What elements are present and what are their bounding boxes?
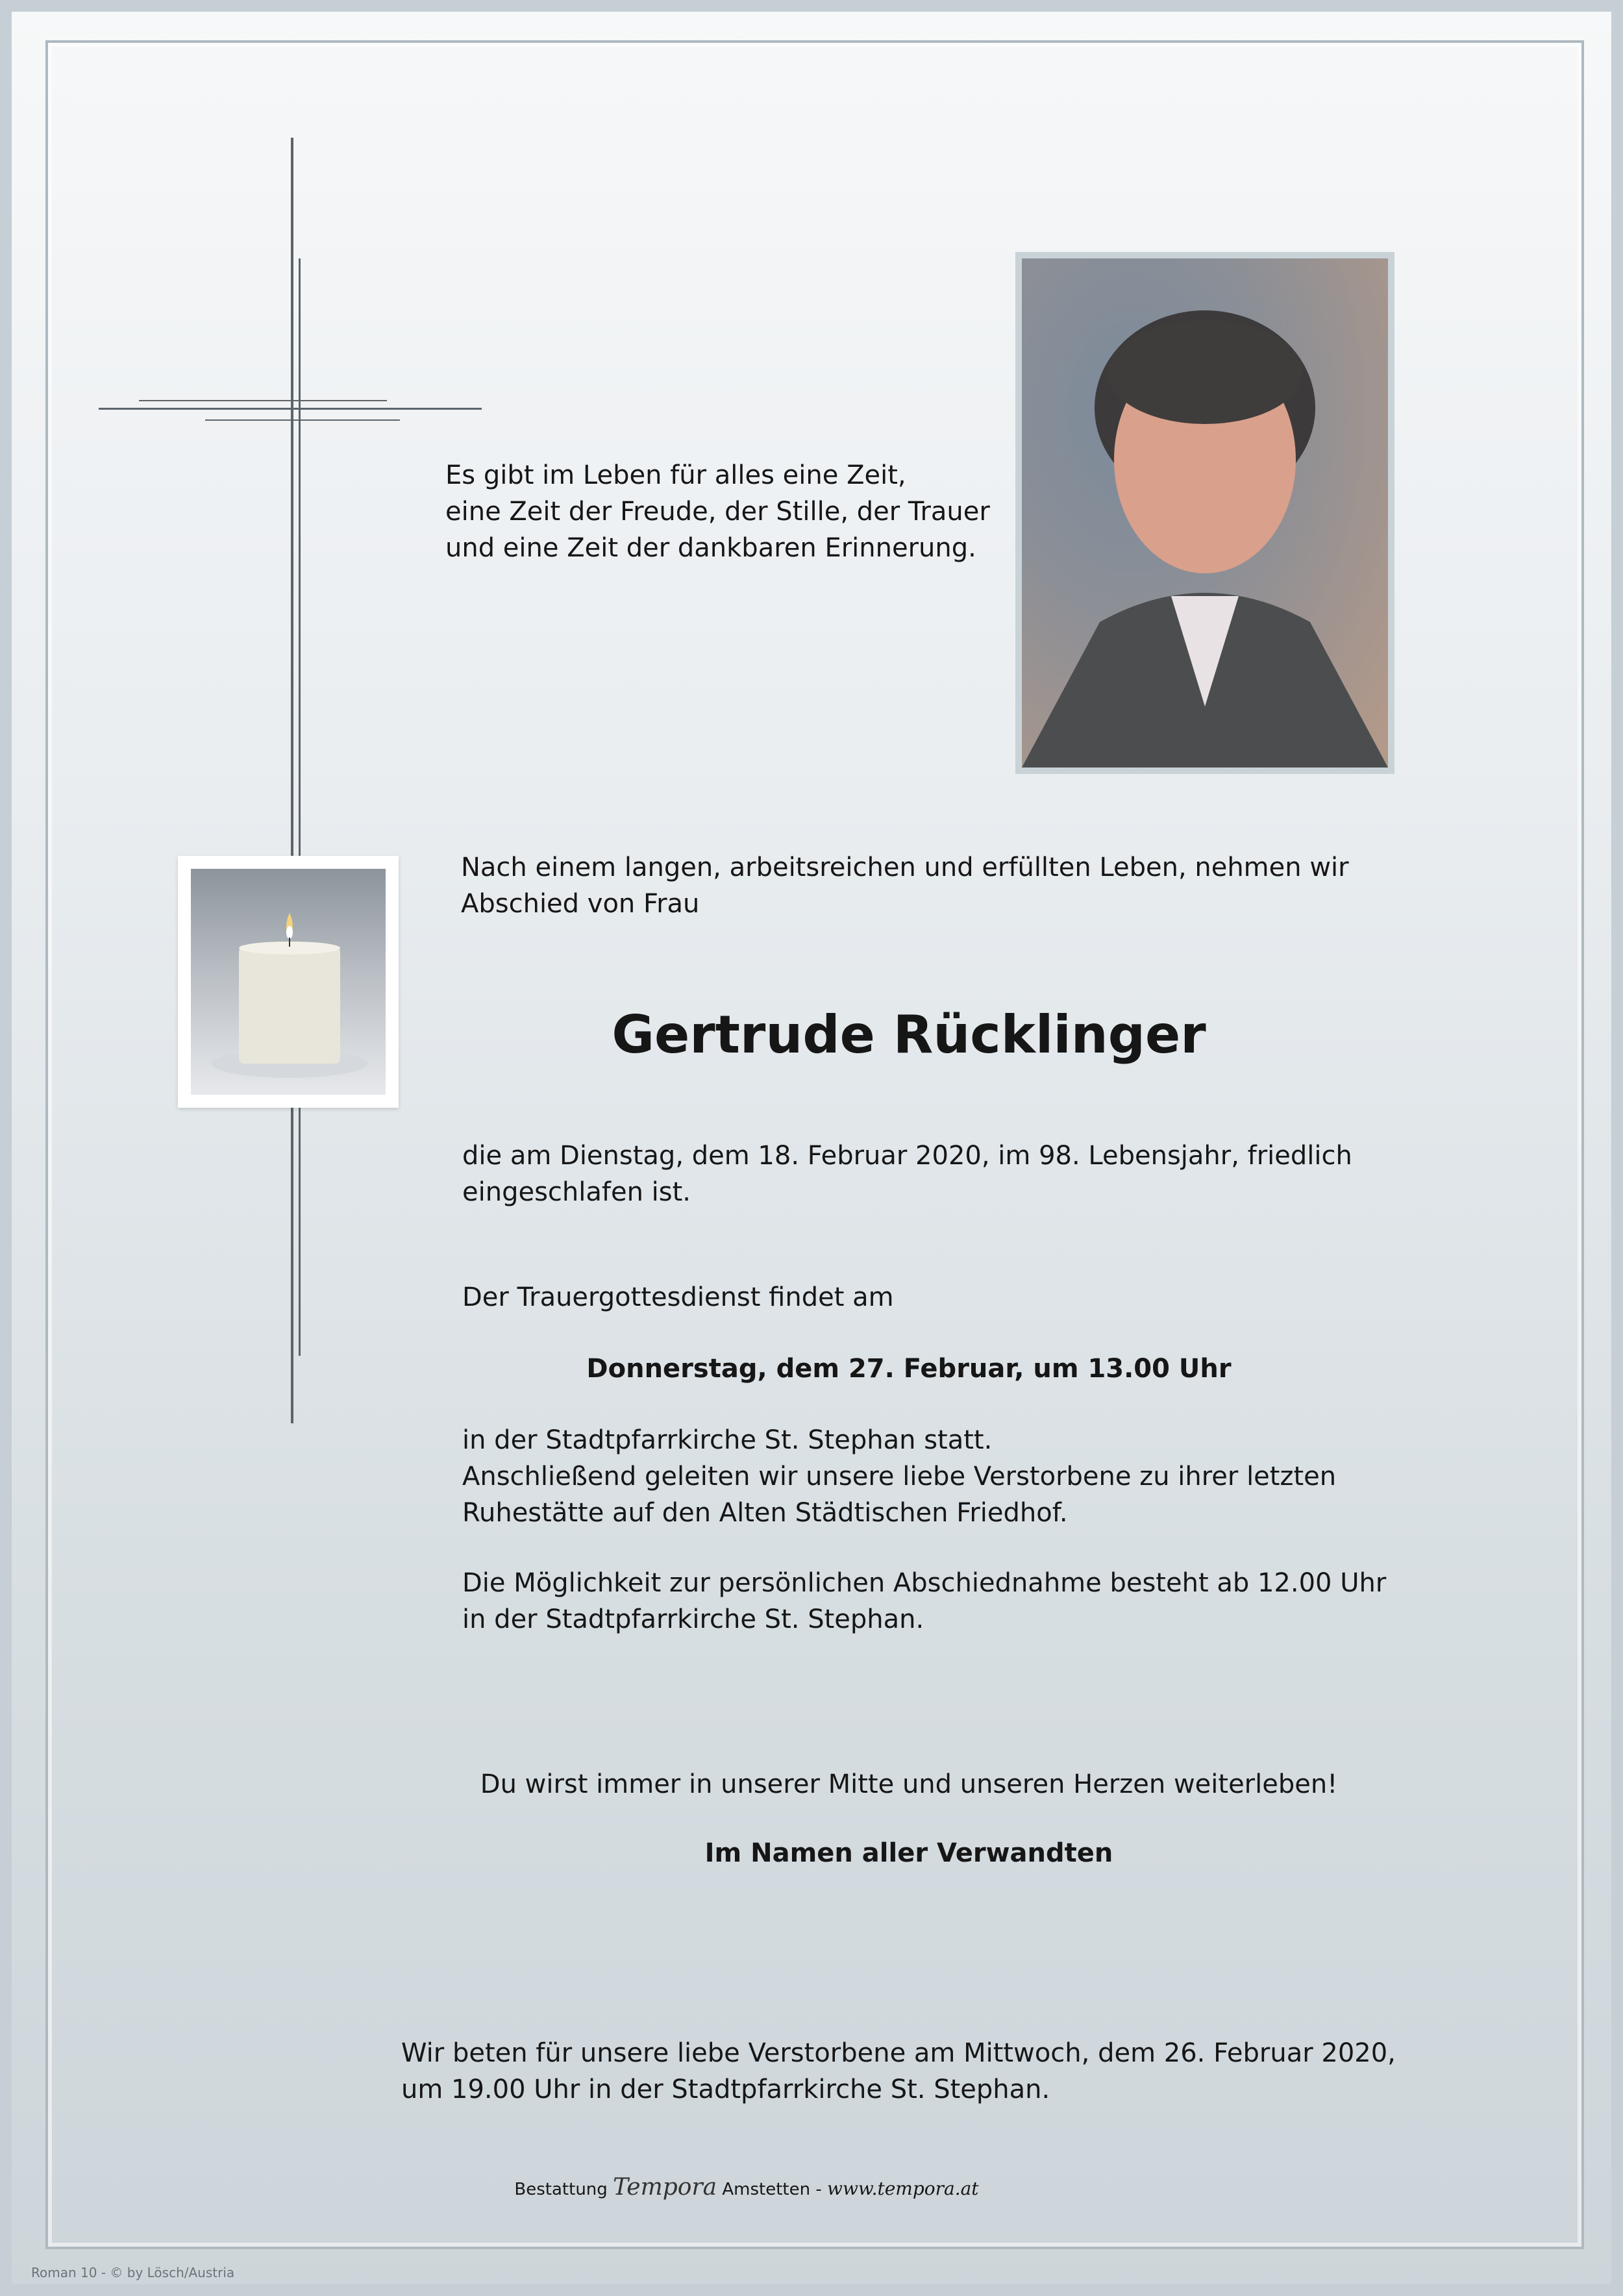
- intro-line: Nach einem langen, arbeitsreichen und erfüllten Leben, nehmen wir: [461, 853, 1349, 882]
- quote-line: und eine Zeit der dankbaren Erinnerung.: [445, 533, 976, 563]
- quote-line: eine Zeit der Freude, der Stille, der Trauer: [445, 497, 990, 527]
- candle-image-card: [178, 856, 399, 1108]
- tempora-logo: Tempora: [613, 2174, 717, 2201]
- funeral-line: in der Stadtpfarrkirche St. Stephan statt.: [462, 1425, 993, 1455]
- funeral-line: Ruhestätte auf den Alten Städtischen Friedhof.: [462, 1498, 1068, 1528]
- copyright-note: Roman 10 - © by Lösch/Austria: [31, 2265, 235, 2280]
- death-notice-line: die am Dienstag, dem 18. Februar 2020, im 98. Lebensjahr, friedlich: [462, 1141, 1352, 1171]
- portrait-frame: [1015, 252, 1394, 774]
- funeral-line: Anschließend geleiten wir unsere liebe Verstorbene zu ihrer letzten: [462, 1462, 1337, 1491]
- footer-location: Amstetten -: [722, 2180, 822, 2199]
- quote-line: Es gibt im Leben für alles eine Zeit,: [445, 460, 906, 490]
- death-notice-line: eingeschlafen ist.: [462, 1177, 691, 1207]
- funeral-datetime: Donnerstag, dem 27. Februar, um 13.00 Uhr: [586, 1354, 1232, 1384]
- portrait-photo: [1022, 258, 1388, 767]
- candle-icon: [191, 869, 386, 1095]
- deceased-name: Gertrude Rücklinger: [612, 1004, 1206, 1065]
- prayer-line: Wir beten für unsere liebe Verstorbene am Mittwoch, dem 26. Februar 2020,: [401, 2038, 1396, 2068]
- funeral-intro: Der Trauergottesdienst findet am: [462, 1282, 894, 1312]
- farewell-line: Die Möglichkeit zur persönlichen Abschiednahme besteht ab 12.00 Uhr: [462, 1568, 1387, 1598]
- funeral-home-footer: [325, 2174, 1169, 2201]
- footer-website: www.tempora.at: [827, 2178, 979, 2199]
- closing-signature: Im Namen aller Verwandten: [704, 1838, 1113, 1868]
- prayer-line: um 19.00 Uhr in der Stadtpfarrkirche St. Stephan.: [401, 2075, 1050, 2104]
- footer-prefix: Bestattung: [514, 2180, 608, 2199]
- intro-line: Abschied von Frau: [461, 889, 700, 919]
- farewell-line: in der Stadtpfarrkirche St. Stephan.: [462, 1604, 924, 1634]
- closing-message: Du wirst immer in unserer Mitte und unseren Herzen weiterleben!: [480, 1769, 1338, 1799]
